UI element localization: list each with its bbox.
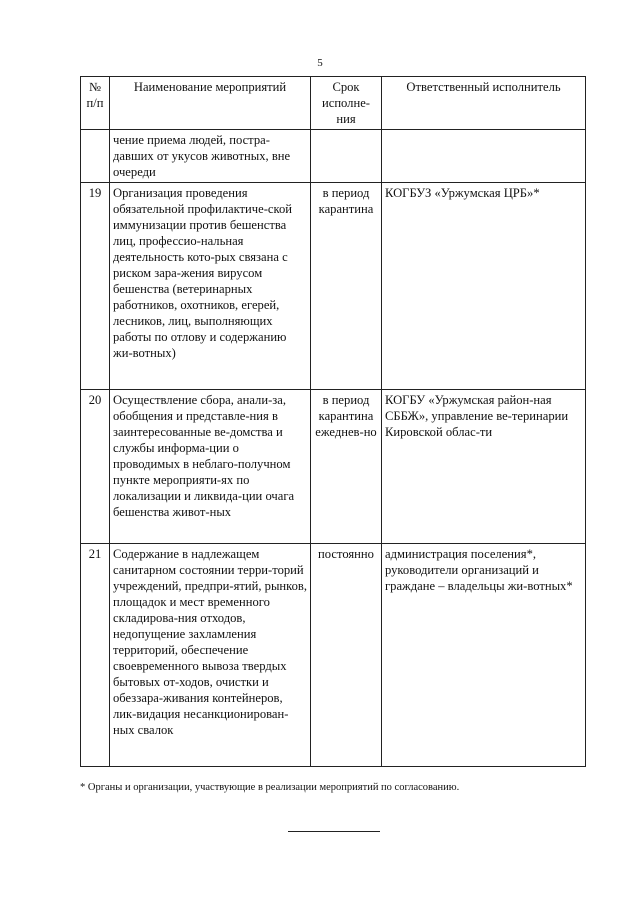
cell-responsible: администрация поселения*, руководители организаций и граждане – владельцы жи-вотных* [382, 544, 586, 767]
cell-responsible: КОГБУ «Уржумская район-ная СББЖ», управление ве-теринарии Кировской облас-ти [382, 390, 586, 544]
header-measure-name: Наименование мероприятий [110, 77, 311, 130]
cell-measure-name: чение приема людей, постра-давших от укусов животных, вне очереди [110, 130, 311, 183]
table-row [81, 183, 586, 390]
cell-measure-name: Организация проведения обязательной профилактиче-ской иммунизации против бешенства лиц, профессио-нальная деятельность кото-рых связана с риском зара-жения вирусом бешенства (ветеринарных работников, охотников, егерей, лесников, лиц, выполняющих работы по отлову и содержанию жи-вотных) [110, 183, 311, 390]
header-deadline: Срок исполне-ния [311, 77, 382, 130]
cell-responsible: КОГБУЗ «Уржумская ЦРБ»* [382, 183, 586, 390]
cell-deadline: в период карантина [311, 183, 382, 390]
footnote: * Органы и организации, участвующие в реализации мероприятий по согласованию. [80, 782, 460, 793]
footer-divider [288, 831, 380, 832]
cell-deadline: постоянно [311, 544, 382, 767]
table-row [81, 544, 586, 767]
measures-table [80, 76, 586, 767]
table-row [81, 390, 586, 544]
cell-number [81, 130, 110, 183]
table-row-continuation [81, 130, 586, 183]
header-number: № п/п [81, 77, 110, 130]
cell-deadline: в период карантина ежеднев-но [311, 390, 382, 544]
cell-number: 20 [81, 390, 110, 544]
cell-measure-name: Содержание в надлежащем санитарном состоянии терри-торий учреждений, предпри-ятий, рынков, площадок и мест временного складирова-ния отходов, недопущение захламления территорий, обеспечение своевременного вывоза твердых бытовых от-ходов, очистки и обеззара-живания контейнеров, лик-видация несанкционирован-ных свалок [110, 544, 311, 767]
cell-number: 21 [81, 544, 110, 767]
page-number: 5 [317, 57, 323, 69]
cell-deadline [311, 130, 382, 183]
table-header-row [81, 77, 586, 130]
cell-number: 19 [81, 183, 110, 390]
header-responsible: Ответственный исполнитель [382, 77, 586, 130]
cell-responsible [382, 130, 586, 183]
cell-measure-name: Осуществление сбора, анали-за, обобщения и представле-ния в заинтересованные ве-домства и службы информа-ции о проводимых в неблаго-получном пункте мероприяти-ях по локализации и ликвида-ции очага бешенства живот-ных [110, 390, 311, 544]
